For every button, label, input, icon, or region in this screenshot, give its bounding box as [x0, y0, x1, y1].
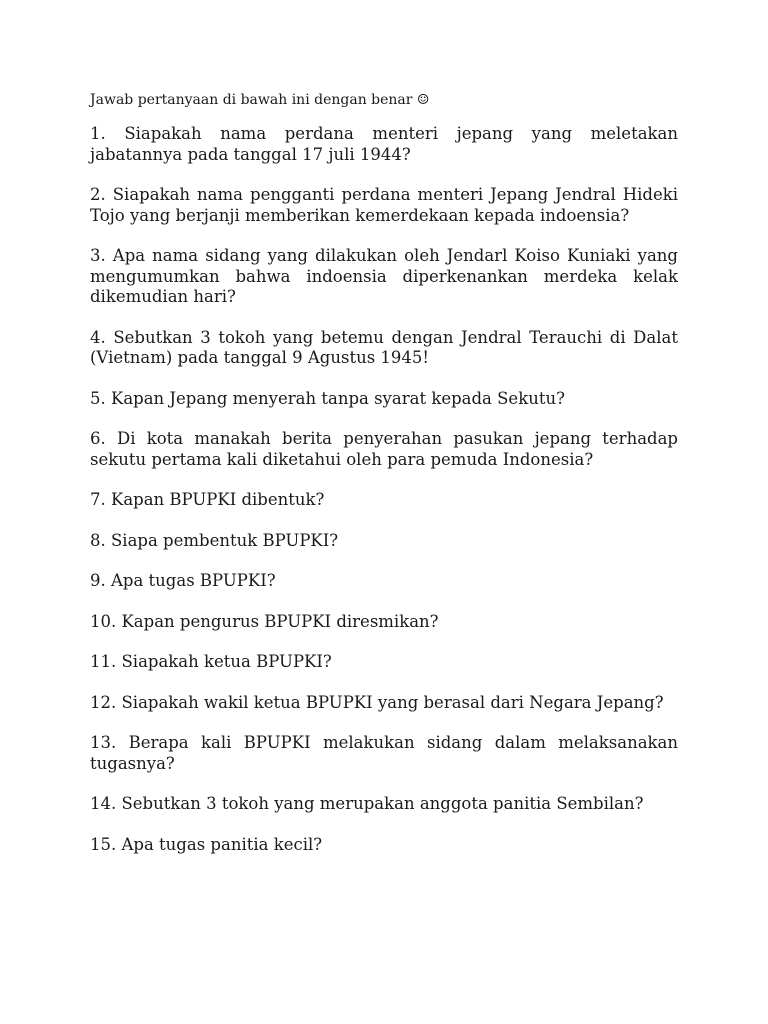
question-15: 15. Apa tugas panitia kecil?: [90, 834, 323, 854]
question-4: 4. Sebutkan 3 tokoh yang betemu dengan Jendral Terauchi di Dalat (Vietnam) pada tanggal 9 Agustus 1945!: [90, 327, 678, 367]
document-page: [90, 90, 678, 875]
question-8: 8. Siapa pembentuk BPUPKI?: [90, 530, 339, 550]
question-9: 9. Apa tugas BPUPKI?: [90, 571, 276, 590]
question-10: 10. Kapan pengurus BPUPKI diresmikan?: [90, 611, 439, 631]
question-5: 5. Kapan Jepang menyerah tanpa syarat kepada Sekutu?: [90, 388, 565, 408]
question-12: 12. Siapakah wakil ketua BPUPKI yang berasal dari Negara Jepang?: [90, 692, 664, 712]
question-2: 2. Siapakah nama pengganti perdana menteri Jepang Jendral Hideki Tojo yang berjanji memberikan kemerdekaan kepada indoensia?: [90, 185, 678, 225]
question-7: 7. Kapan BPUPKI dibentuk?: [90, 490, 325, 509]
question-3: 3. Apa nama sidang yang dilakukan oleh Jendarl Koiso Kuniaki yang mengumumkan bahwa indoensia diperkenankan merdeka kelak dikemudian hari?: [90, 246, 678, 306]
question-14: 14. Sebutkan 3 tokoh yang merupakan anggota panitia Sembilan?: [90, 794, 644, 813]
question-6: 6. Di kota manakah berita penyerahan pasukan jepang terhadap sekutu pertama kali diketahui oleh para pemuda Indonesia?: [90, 429, 678, 469]
document-heading: Jawab pertanyaan di bawah ini dengan benar ☺: [90, 92, 430, 108]
question-11: 11. Siapakah ketua BPUPKI?: [90, 652, 332, 671]
question-1: 1. Siapakah nama perdana menteri jepang yang meletakan jabatannya pada tanggal 17 juli 1944?: [90, 124, 678, 164]
question-13: 13. Berapa kali BPUPKI melakukan sidang dalam melaksanakan tugasnya?: [90, 733, 678, 773]
